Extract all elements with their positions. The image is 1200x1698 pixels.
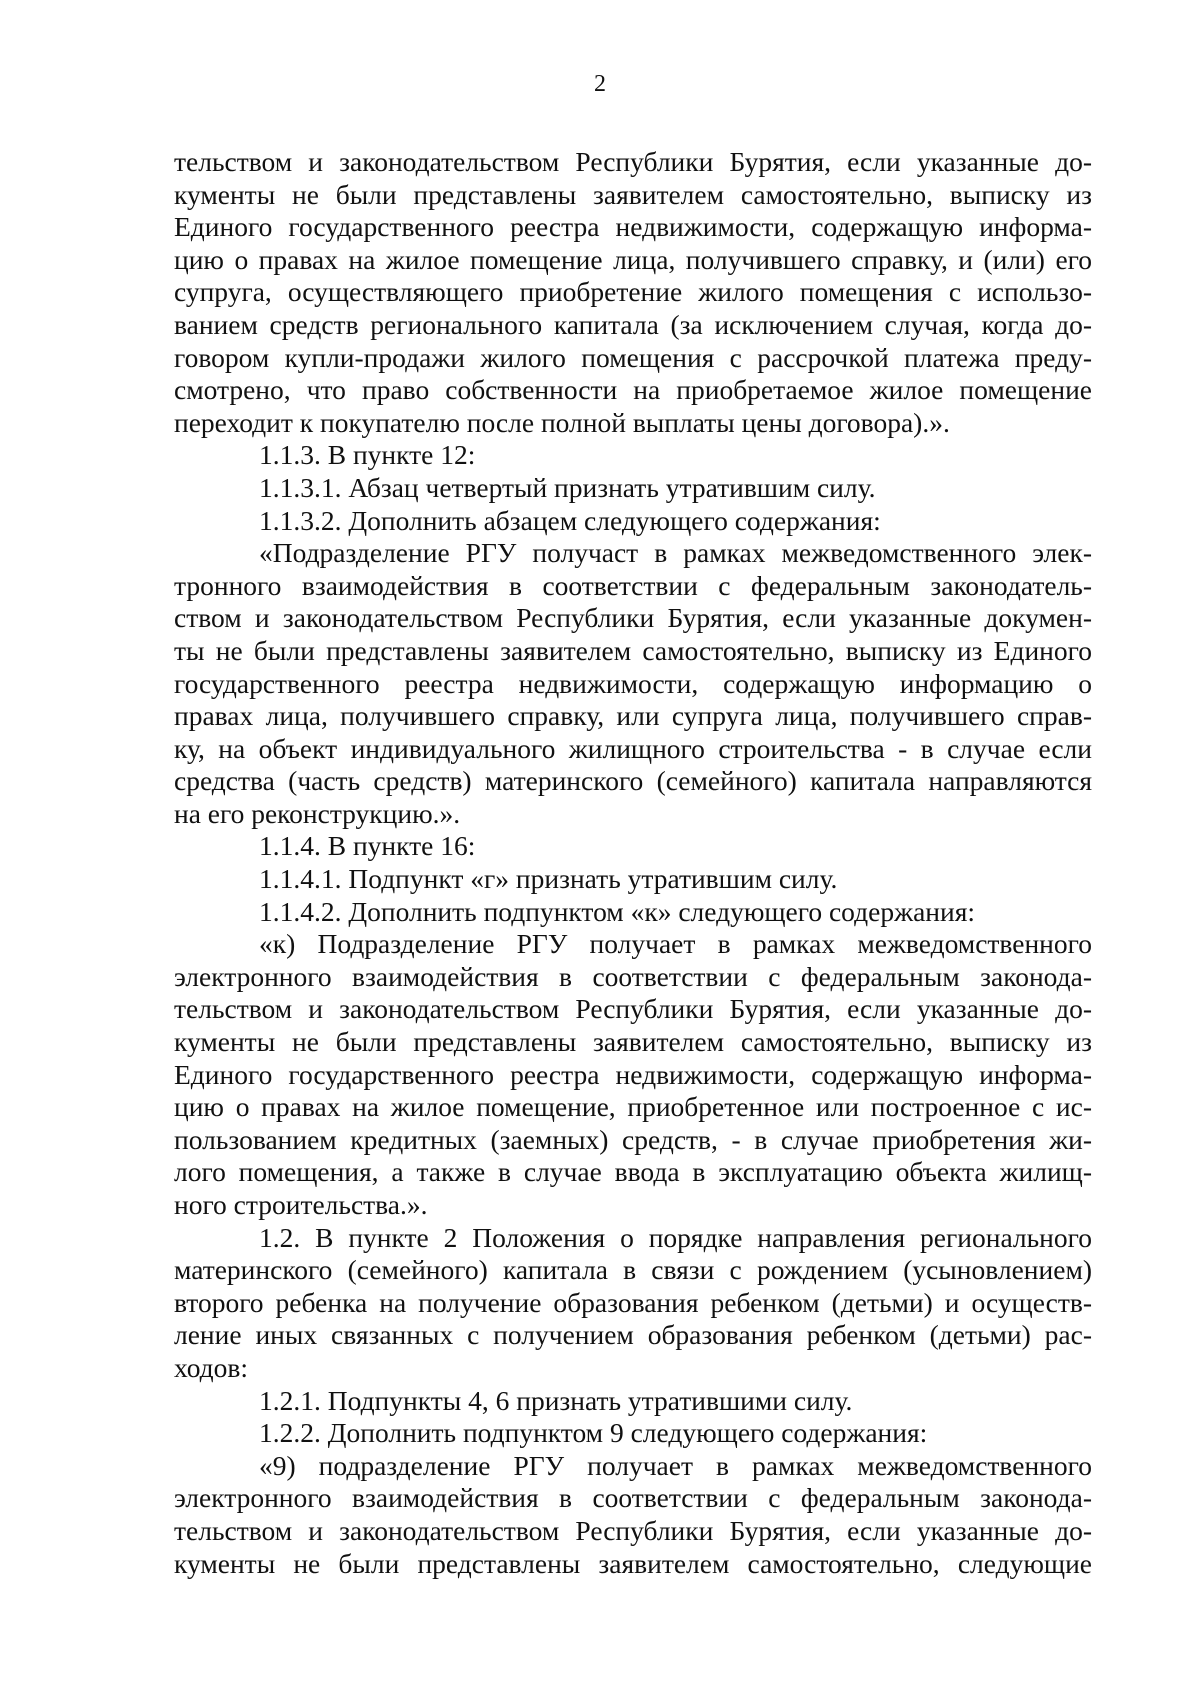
text-line: «Подразделение РГУ получаст в рамках межведомственного элек- — [259, 537, 1092, 569]
text-line: 1.1.3.1. Абзац четвертый признать утратившим силу. — [259, 471, 876, 503]
text-line: тельством и законодательством Республики Бурятия, если указанные до- — [174, 993, 1092, 1025]
text-line: второго ребенка на получение образования ребенком (детьми) и осуществ- — [174, 1286, 1092, 1318]
text-line: Единого государственного реестра недвижимости, содержащую информа- — [174, 1058, 1092, 1090]
text-line: ванием средств регионального капитала (за исключением случая, когда до- — [174, 308, 1092, 340]
text-line: ного строительства.». — [174, 1189, 428, 1220]
text-line: ку, на объект индивидуального жилищного строительства - в случае если — [174, 732, 1092, 764]
text-line: тельством и законодательством Республики Бурятия, если указанные до- — [174, 146, 1092, 177]
text-line: говором купли-продажи жилого помещения с рассрочкой платежа преду- — [174, 341, 1092, 373]
text-line: цию о правах на жилое помещение, приобретенное или построенное с ис- — [174, 1091, 1092, 1123]
text-line: ходов: — [174, 1351, 249, 1383]
text-line: средства (часть средств) материнского (семейного) капитала направляются — [174, 765, 1092, 797]
text-line: кументы не были представлены заявителем самостоятельно, выписку из — [174, 1026, 1092, 1058]
text-line: электронного взаимодействия в соответствии с федеральным законода- — [174, 960, 1092, 992]
text-line: тронного взаимодействия в соответствии с федеральным законодатель- — [174, 569, 1092, 601]
text-line: пользованием кредитных (заемных) средств, - в случае приобретения жи- — [174, 1123, 1092, 1155]
text-line: кументы не были представлены заявителем самостоятельно, следующие — [174, 1547, 1092, 1579]
text-line: супруга, осуществляющего приобретение жилого помещения с использо- — [174, 276, 1092, 308]
text-line: 1.1.3. В пункте 12: — [259, 439, 476, 471]
text-line: 1.2.2. Дополнить подпунктом 9 следующего содержания: — [259, 1417, 928, 1449]
text-line: «к) Подразделение РГУ получает в рамках межведомственного — [259, 928, 1092, 960]
text-line: тельством и законодательством Республики Бурятия, если указанные до- — [174, 1514, 1092, 1546]
text-line: 1.2.1. Подпункты 4, 6 признать утратившими силу. — [259, 1384, 853, 1416]
text-line: 1.2. В пункте 2 Положения о порядке направления регионального — [259, 1221, 1092, 1253]
text-line: 1.1.3.2. Дополнить абзацем следующего содержания: — [259, 504, 881, 536]
text-line: Единого государственного реестра недвижимости, содержащую информа- — [174, 211, 1092, 243]
text-line: ление иных связанных с получением образования ребенком (детьми) рас- — [174, 1319, 1092, 1351]
text-line: цию о правах на жилое помещение лица, получившего справку, и (или) его — [174, 243, 1092, 275]
text-line: «9) подразделение РГУ получает в рамках межведомственного — [259, 1449, 1092, 1481]
document-body — [174, 146, 1092, 1580]
text-line: ты не были представлены заявителем самостоятельно, выписку из Единого — [174, 634, 1092, 666]
text-line: на его реконструкцию.». — [174, 797, 461, 829]
text-line: государственного реестра недвижимости, содержащую информацию о — [174, 667, 1092, 699]
text-line: кументы не были представлены заявителем самостоятельно, выписку из — [174, 178, 1092, 210]
page-number: 2 — [594, 71, 606, 97]
text-line: 1.1.4.1. Подпункт «г» признать утратившим силу. — [259, 863, 838, 895]
text-line: 1.1.4.2. Дополнить подпунктом «к» следующего содержания: — [259, 895, 976, 927]
text-line: материнского (семейного) капитала в связи с рождением (усыновлением) — [174, 1254, 1092, 1286]
text-line: ством и законодательством Республики Бурятия, если указанные докумен- — [174, 602, 1092, 634]
text-line: правах лица, получившего справку, или супруга лица, получившего справ- — [174, 700, 1092, 732]
text-line: электронного взаимодействия в соответствии с федеральным законода- — [174, 1482, 1092, 1514]
text-line: 1.1.4. В пункте 16: — [259, 830, 476, 862]
text-line: лого помещения, а также в случае ввода в эксплуатацию объекта жилищ- — [174, 1156, 1092, 1188]
text-line: переходит к покупателю после полной выплаты цены договора).». — [174, 406, 950, 438]
text-line: смотрено, что право собственности на приобретаемое жилое помещение — [174, 374, 1092, 406]
